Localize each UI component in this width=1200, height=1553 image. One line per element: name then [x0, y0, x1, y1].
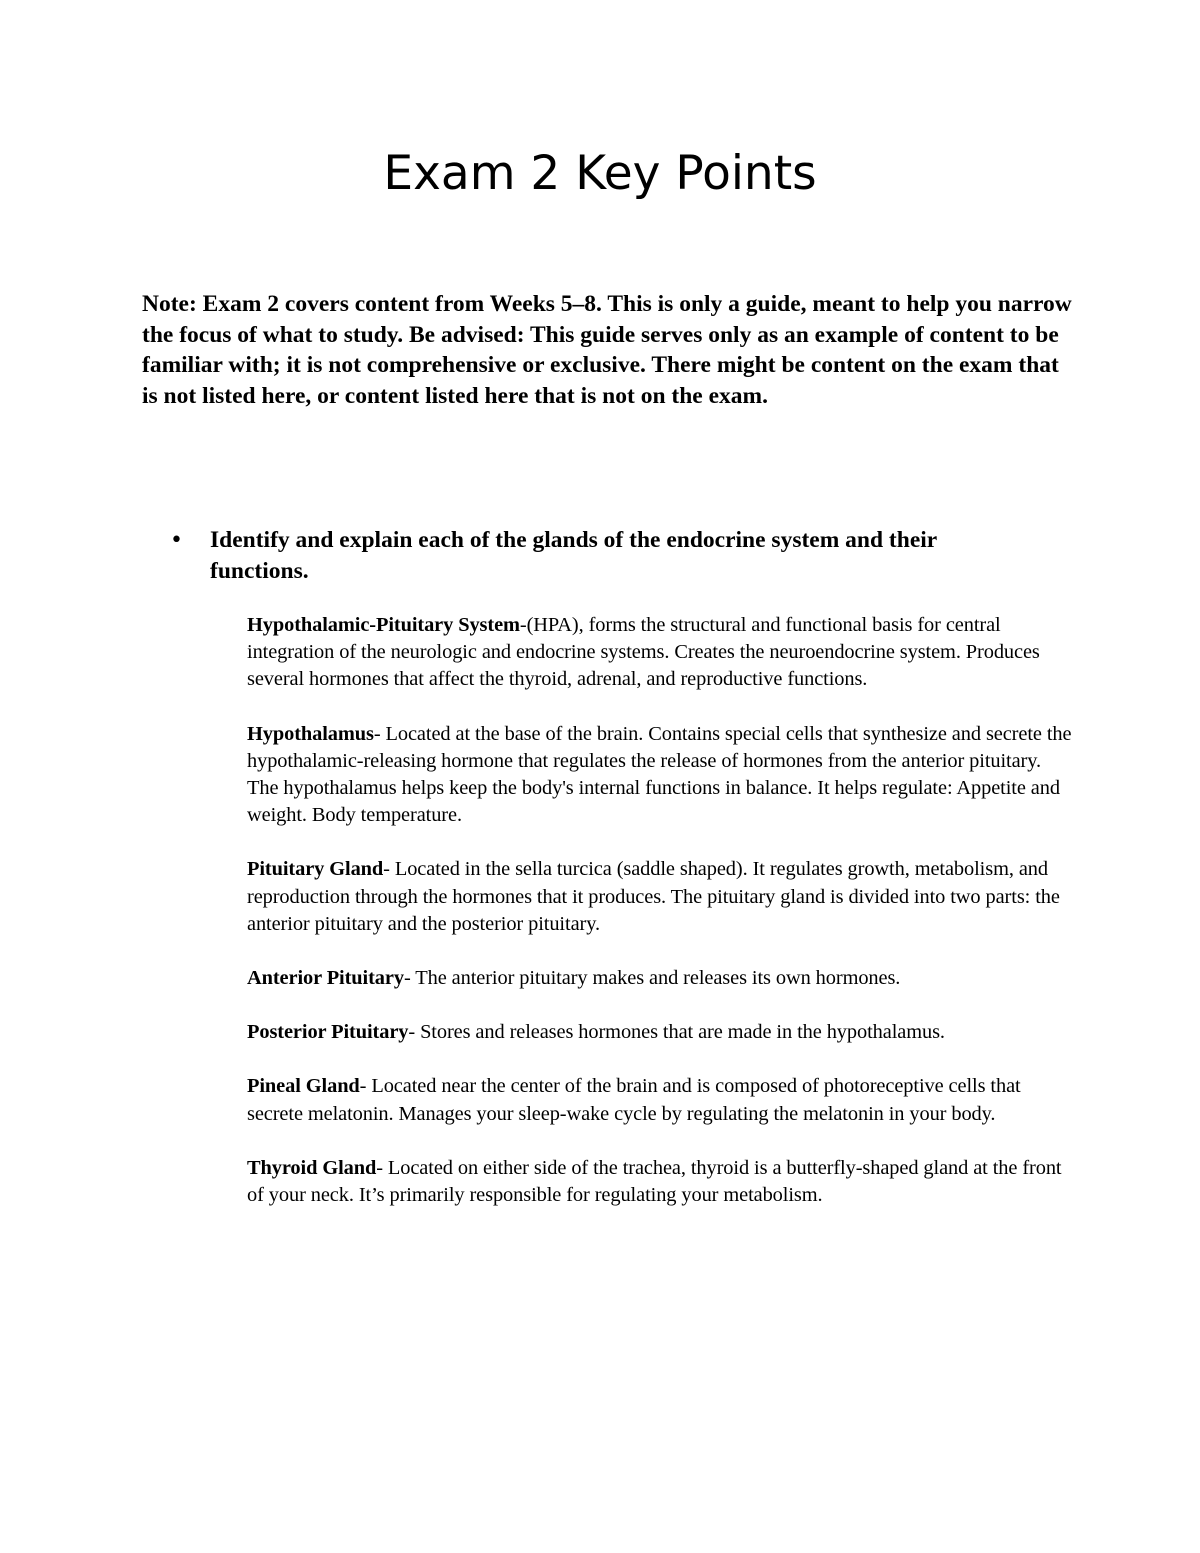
entry-posterior-pituitary	[247, 1019, 1077, 1046]
entry-term: Anterior Pituitary	[247, 967, 404, 990]
entry-term: Pituitary Gland	[247, 858, 384, 881]
entry-hypothalamus	[247, 721, 1077, 830]
entry-description: - Located near the center of the brain and is composed of photoreceptive cells that secrete melatonin. Manages your sleep-wake cycle by regulating the melatonin in your body.	[247, 1075, 1021, 1125]
entry-anterior-pituitary	[247, 965, 1077, 992]
entry-thyroid-gland	[247, 1155, 1077, 1209]
note-paragraph: Note: Exam 2 covers content from Weeks 5–8. This is only a guide, meant to help you narrow the focus of what to study. Be advised: This guide serves only as an example of content to be familiar with; it is not comprehensive or exclusive. There might be content on the exam that is not listed here, or content listed here that is not on the exam.	[142, 291, 1072, 409]
bullet-text: Identify and explain each of the glands of the endocrine system and their functions.	[210, 527, 937, 584]
entry-description: -(HPA), forms the structural and functional basis for central integration of the neurologic and endocrine systems. Creates the neuroendocrine system. Produces several hormones that affect the thyroid, adrenal, and reproductive functions.	[247, 614, 1040, 691]
entry-term: Hypothalamus	[247, 722, 374, 745]
entry-pineal-gland	[247, 1073, 1077, 1127]
gland-entries	[247, 612, 1077, 1236]
entry-hypothalamic-pituitary-system	[247, 612, 1077, 694]
entry-term: Pineal Gland	[247, 1075, 360, 1098]
entry-description: - Located in the sella turcica (saddle shaped). It regulates growth, metabolism, and reproduction through the hormones that it produces. The pituitary gland is divided into two parts: the anterior pituitary and the posterior pituitary.	[247, 858, 1060, 935]
entry-term: Hypothalamic-Pituitary System	[247, 614, 520, 636]
entry-pituitary-gland	[247, 856, 1077, 938]
entry-description: - Located at the base of the brain. Contains special cells that synthesize and secrete the hypothalamic-releasing hormone that regulates the release of hormones from the anterior pituitary. The hypothalamus helps keep the body's internal functions in balance. It helps regulate: Appetite and weight. Body temperature.	[247, 722, 1072, 827]
entry-term: Posterior Pituitary	[247, 1021, 409, 1044]
page-title: Exam 2 Key Points	[383, 146, 817, 201]
entry-description: - Stores and releases hormones that are made in the hypothalamus.	[408, 1021, 945, 1044]
bullet-icon: •	[170, 528, 183, 553]
entry-description: - The anterior pituitary makes and releases its own hormones.	[403, 967, 901, 990]
entry-term: Thyroid Gland	[247, 1156, 377, 1179]
entry-description: - Located on either side of the trachea, thyroid is a butterfly-shaped gland at the front of your neck. It’s primarily responsible for regulating your metabolism.	[247, 1156, 1062, 1207]
